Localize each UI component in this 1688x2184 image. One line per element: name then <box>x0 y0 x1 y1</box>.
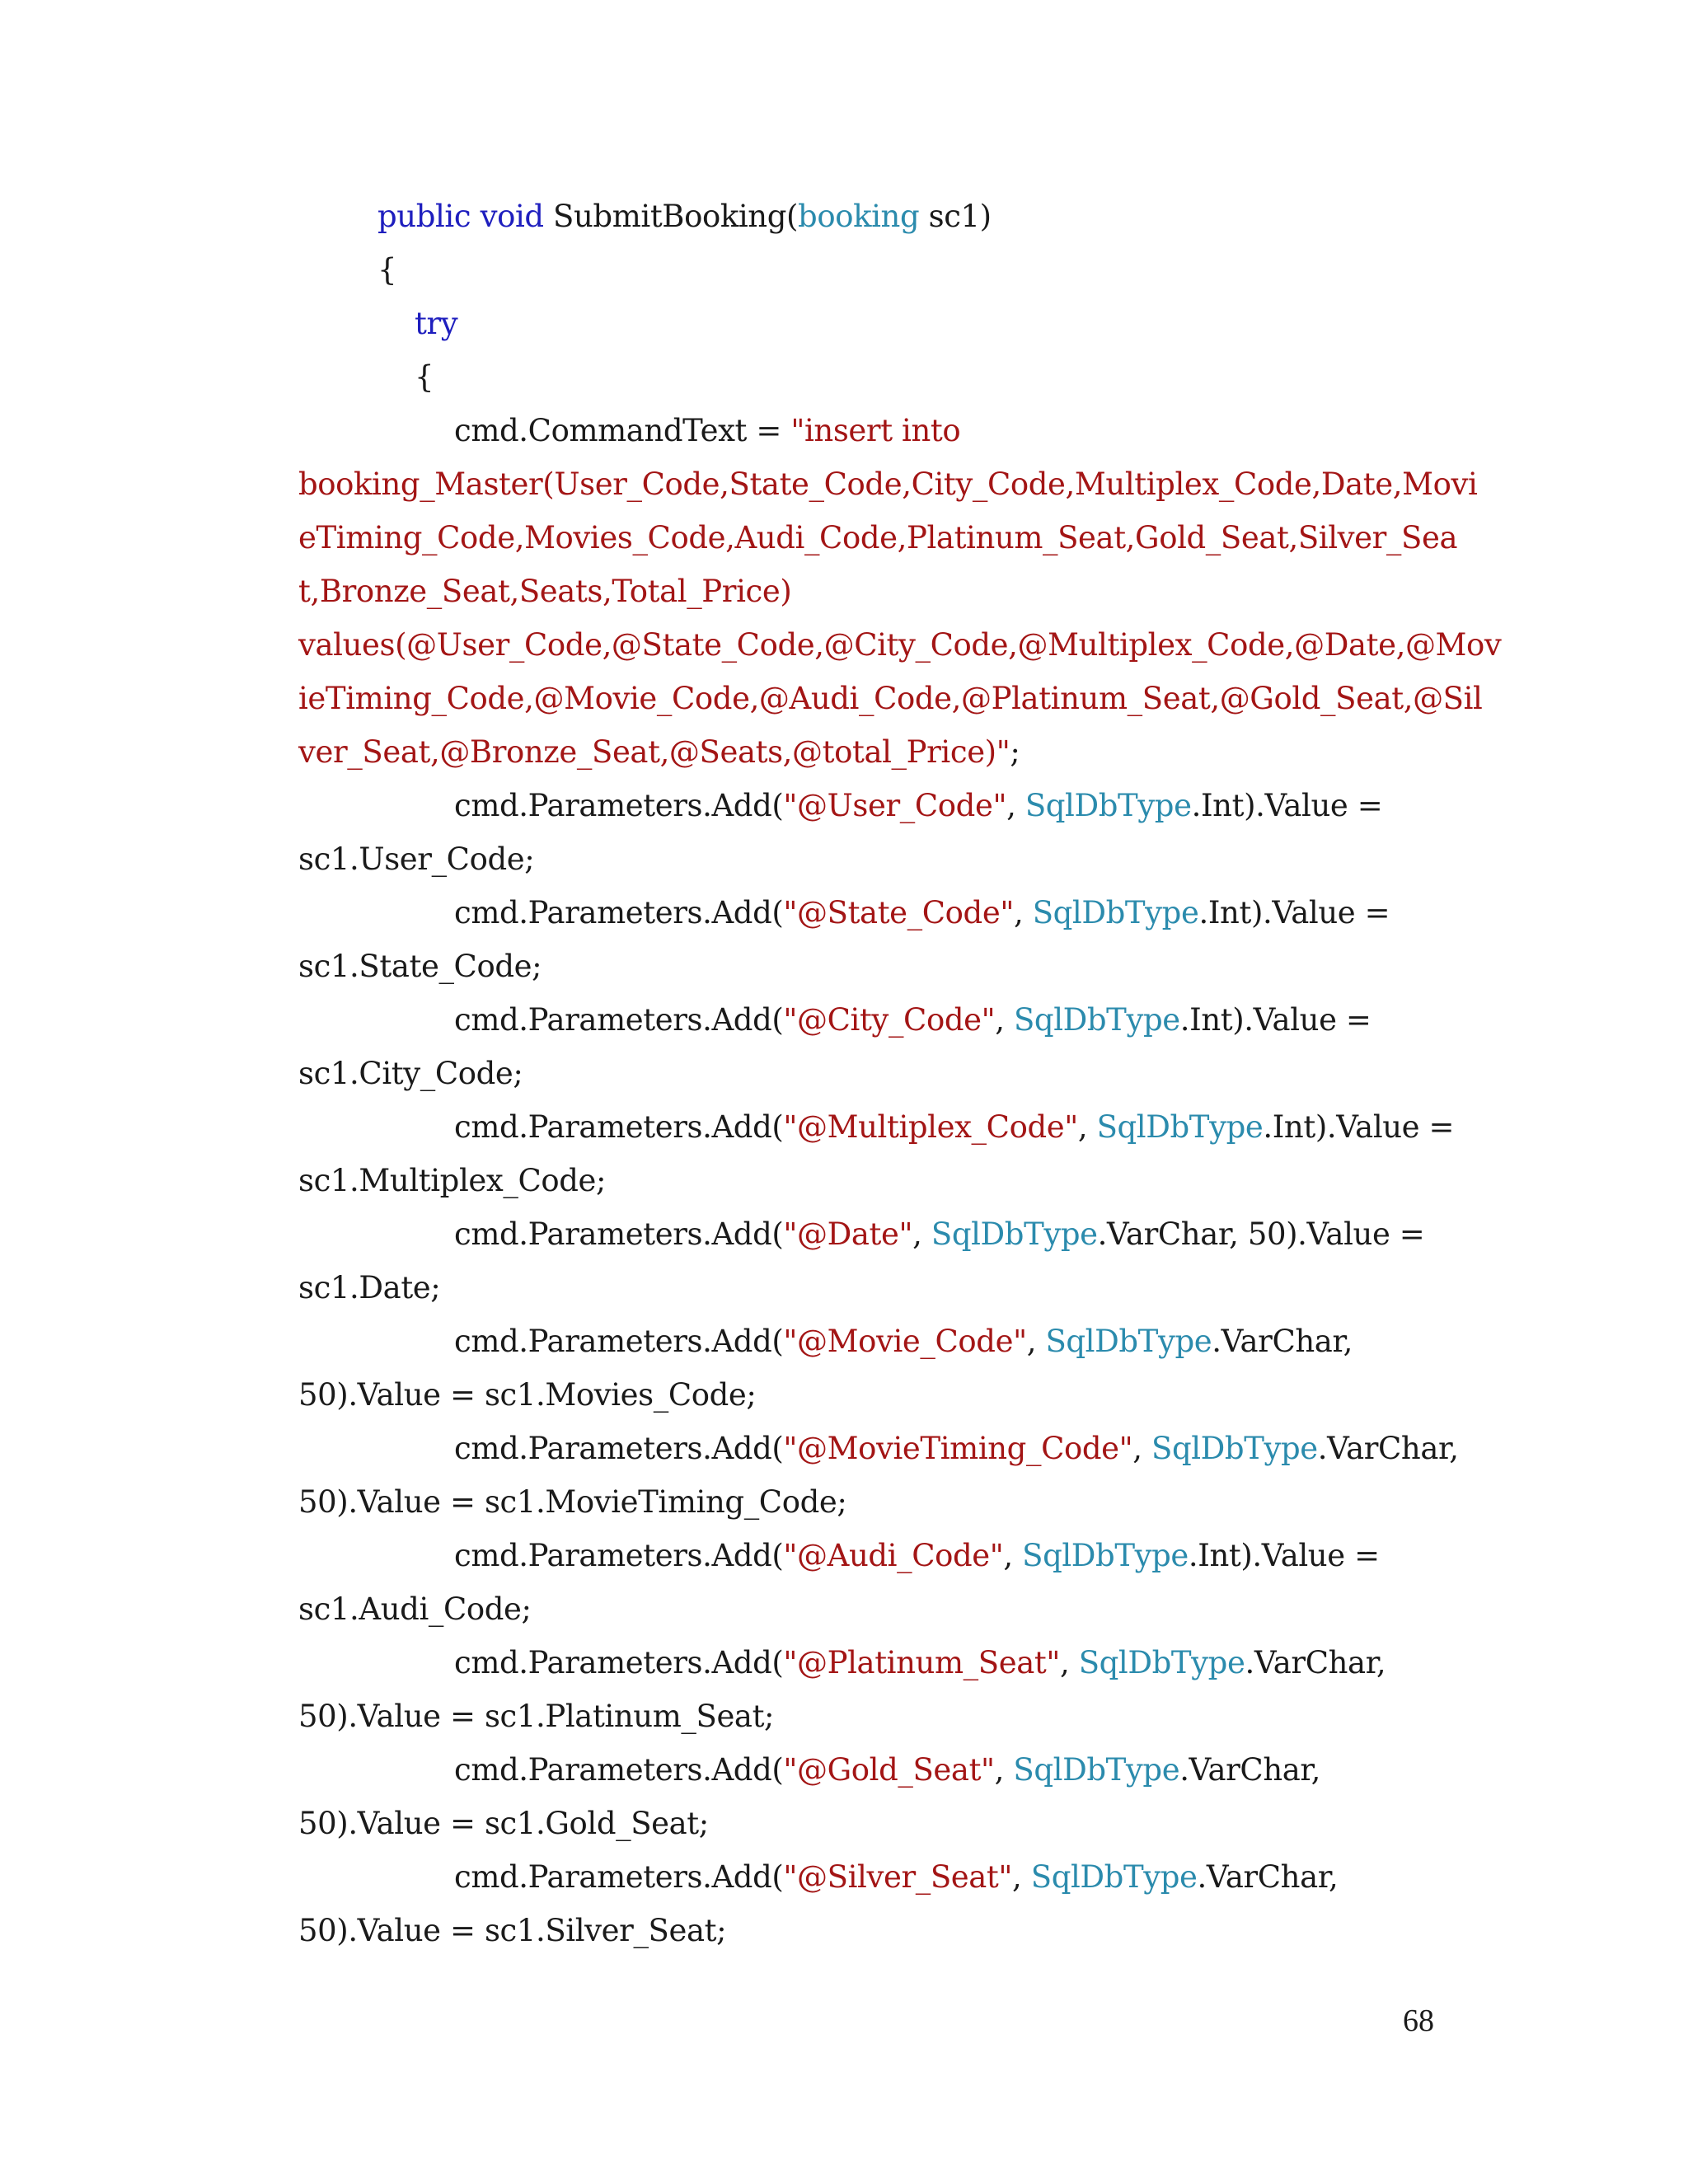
code-line <box>298 779 1432 832</box>
type-token: SqlDbType <box>1151 1431 1318 1466</box>
code-listing <box>298 190 1502 1957</box>
code-text-token: , <box>1012 1859 1031 1895</box>
code-text-token <box>471 199 480 234</box>
code-text-token: sc1.City_Code; <box>298 1056 523 1091</box>
type-token: SqlDbType <box>931 1216 1098 1252</box>
code-text-token: , <box>1003 1538 1023 1573</box>
code-text-token: , <box>995 1002 1014 1038</box>
type-token: SqlDbType <box>1045 1324 1212 1359</box>
type-token: SqlDbType <box>1022 1538 1189 1573</box>
code-line <box>298 940 1432 993</box>
code-line <box>298 832 1432 886</box>
code-text-token: , <box>1077 1109 1097 1145</box>
string-token: "@Movie_Code" <box>783 1324 1027 1359</box>
string-token: "insert into <box>790 413 961 448</box>
code-text-token: 50).Value = sc1.Platinum_Seat; <box>298 1699 775 1734</box>
string-token: eTiming_Code,Movies_Code,Audi_Code,Platinum_Seat,Gold_Seat,Silver_Sea <box>298 520 1458 555</box>
code-line <box>298 1315 1432 1368</box>
code-text-token: cmd.CommandText = <box>454 413 791 448</box>
code-line <box>298 1422 1459 1475</box>
code-text-token: sc1) <box>919 199 992 234</box>
string-token: "@Platinum_Seat" <box>783 1645 1060 1680</box>
code-line <box>298 672 1483 725</box>
code-text-token: cmd.Parameters.Add( <box>454 1645 784 1680</box>
code-text-token: , <box>1026 1324 1046 1359</box>
code-line <box>298 1904 1432 1957</box>
code-text-token: .VarChar, <box>1197 1859 1339 1895</box>
string-token: "@City_Code" <box>783 1002 996 1038</box>
string-token: ver_Seat,@Bronze_Seat,@Seats,@total_Price)" <box>298 734 1010 770</box>
code-text-token: sc1.Audi_Code; <box>298 1591 532 1627</box>
code-text-token: sc1.Date; <box>298 1270 441 1305</box>
code-line <box>298 1529 1432 1582</box>
code-text-token: cmd.Parameters.Add( <box>454 1538 784 1573</box>
code-line <box>298 1850 1432 1904</box>
code-text-token: , <box>994 1752 1014 1788</box>
string-token: "@State_Code" <box>783 895 1014 930</box>
code-line <box>298 1797 1432 1850</box>
code-text-token: 50).Value = sc1.Gold_Seat; <box>298 1806 709 1841</box>
code-line <box>298 511 1458 565</box>
keyword-token: void <box>480 199 544 234</box>
code-text-token: , <box>1059 1645 1079 1680</box>
code-line <box>298 1690 1432 1743</box>
code-text-token: .Int).Value = <box>1263 1109 1455 1145</box>
code-text-token: .VarChar, <box>1245 1645 1386 1680</box>
code-line <box>298 886 1432 940</box>
code-line <box>298 1582 1432 1636</box>
code-line <box>298 350 1432 404</box>
code-line <box>298 1636 1432 1690</box>
string-token: ieTiming_Code,@Movie_Code,@Audi_Code,@Platinum_Seat,@Gold_Seat,@Sil <box>298 681 1483 716</box>
code-text-token: sc1.User_Code; <box>298 841 535 877</box>
code-text-token: cmd.Parameters.Add( <box>454 788 784 823</box>
code-text-token: cmd.Parameters.Add( <box>454 1752 784 1788</box>
code-text-token: cmd.Parameters.Add( <box>454 1002 784 1038</box>
code-line <box>298 1100 1455 1154</box>
code-line <box>298 1261 1432 1315</box>
type-token: SqlDbType <box>1013 1002 1180 1038</box>
code-text-token: cmd.Parameters.Add( <box>454 1431 784 1466</box>
code-text-token: sc1.State_Code; <box>298 949 542 984</box>
string-token: "@Date" <box>783 1216 913 1252</box>
code-text-token: sc1.Multiplex_Code; <box>298 1163 607 1198</box>
code-line <box>298 993 1432 1047</box>
code-text-token: cmd.Parameters.Add( <box>454 1324 784 1359</box>
code-text-token: , <box>912 1216 931 1252</box>
code-text-token: , <box>1132 1431 1151 1466</box>
code-text-token: 50).Value = sc1.MovieTiming_Code; <box>298 1484 847 1520</box>
code-line <box>298 1154 1432 1207</box>
keyword-token: public <box>377 199 471 234</box>
string-token: booking_Master(User_Code,State_Code,City_Code,Multiplex_Code,Date,Movi <box>298 466 1478 502</box>
type-token: booking <box>798 199 920 234</box>
code-text-token: , <box>1013 895 1033 930</box>
code-line <box>298 1047 1432 1100</box>
type-token: SqlDbType <box>1030 1859 1198 1895</box>
code-text-token: SubmitBooking( <box>543 199 799 234</box>
code-text-token: , <box>1006 788 1025 823</box>
code-text-token: cmd.Parameters.Add( <box>454 1216 784 1252</box>
code-text-token: .VarChar, <box>1317 1431 1459 1466</box>
code-line <box>298 1475 1432 1529</box>
code-text-token: cmd.Parameters.Add( <box>454 895 784 930</box>
code-line <box>298 565 1432 618</box>
code-line <box>298 1743 1432 1797</box>
string-token: "@Gold_Seat" <box>783 1752 995 1788</box>
keyword-token: try <box>415 306 458 341</box>
code-text-token: ; <box>1010 734 1020 770</box>
code-text-token: 50).Value = sc1.Movies_Code; <box>298 1377 757 1413</box>
code-text-token: .Int).Value = <box>1198 895 1390 930</box>
code-text-token: .Int).Value = <box>1188 1538 1380 1573</box>
code-line <box>298 404 1432 457</box>
code-text-token: .VarChar, <box>1212 1324 1353 1359</box>
code-line <box>298 297 1432 350</box>
code-line <box>298 190 1432 243</box>
code-text-token: .Int).Value = <box>1191 788 1383 823</box>
type-token: SqlDbType <box>1096 1109 1264 1145</box>
code-line <box>298 725 1432 779</box>
type-token: SqlDbType <box>1032 895 1199 930</box>
string-token: "@MovieTiming_Code" <box>783 1431 1133 1466</box>
string-token: "@Audi_Code" <box>783 1538 1004 1573</box>
string-token: "@Silver_Seat" <box>783 1859 1013 1895</box>
type-token: SqlDbType <box>1078 1645 1245 1680</box>
string-token: "@Multiplex_Code" <box>783 1109 1078 1145</box>
type-token: SqlDbType <box>1013 1752 1180 1788</box>
code-text-token: .VarChar, <box>1179 1752 1321 1788</box>
type-token: SqlDbType <box>1025 788 1192 823</box>
string-token: "@User_Code" <box>783 788 1007 823</box>
code-line <box>298 243 1432 297</box>
code-text-token: .VarChar, 50).Value = <box>1097 1216 1425 1252</box>
code-text-token: 50).Value = sc1.Silver_Seat; <box>298 1913 727 1948</box>
code-text-token: .Int).Value = <box>1179 1002 1372 1038</box>
page-number: 68 <box>1403 2004 1434 2038</box>
code-line <box>298 457 1478 511</box>
code-text-token: cmd.Parameters.Add( <box>454 1109 784 1145</box>
code-text-token: { <box>377 252 397 288</box>
string-token: values(@User_Code,@State_Code,@City_Code,@Multiplex_Code,@Date,@Mov <box>298 627 1502 663</box>
code-line <box>298 1368 1432 1422</box>
code-line <box>298 618 1502 672</box>
code-text-token: cmd.Parameters.Add( <box>454 1859 784 1895</box>
string-token: t,Bronze_Seat,Seats,Total_Price) <box>298 574 792 609</box>
code-text-token: { <box>415 359 434 395</box>
code-line <box>298 1207 1432 1261</box>
